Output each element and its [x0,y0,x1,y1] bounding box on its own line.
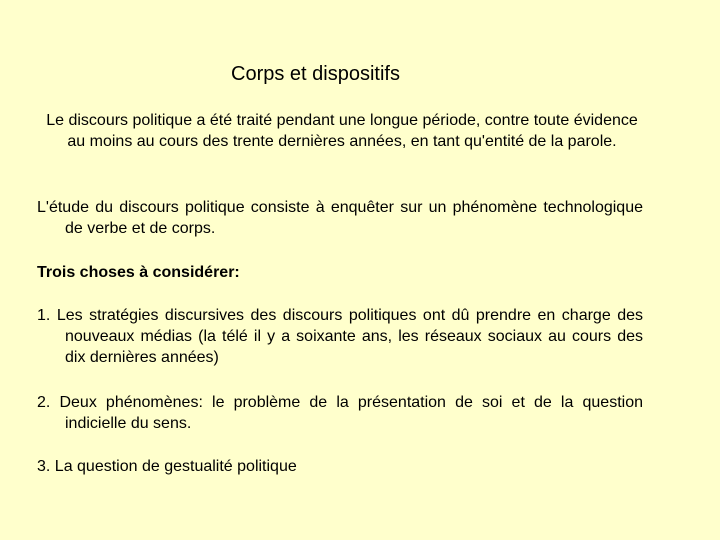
list-item-2: 2. Deux phénomènes: le problème de la présentation de soi et de la question indicielle du sens. [37,394,643,432]
intro-paragraph: Le discours politique a été traité pendant une longue période, contre toute évidence au moins au cours des trente dernières années, en tant qu'entité de la parole. [46,112,638,150]
list-heading: Trois choses à considérer: [37,264,240,281]
list-item-3: 3. La question de gestualité politique [37,458,297,475]
slide-title: Corps et dispositifs [231,63,400,85]
study-paragraph: L'étude du discours politique consiste à enquêter sur un phénomène technologique de verbe et de corps. [37,199,643,237]
list-item-1: 1. Les stratégies discursives des discours politiques ont dû prendre en charge des nouveaux médias (la télé il y a soixante ans, les réseaux sociaux au cours des dix dernières années) [37,307,643,366]
